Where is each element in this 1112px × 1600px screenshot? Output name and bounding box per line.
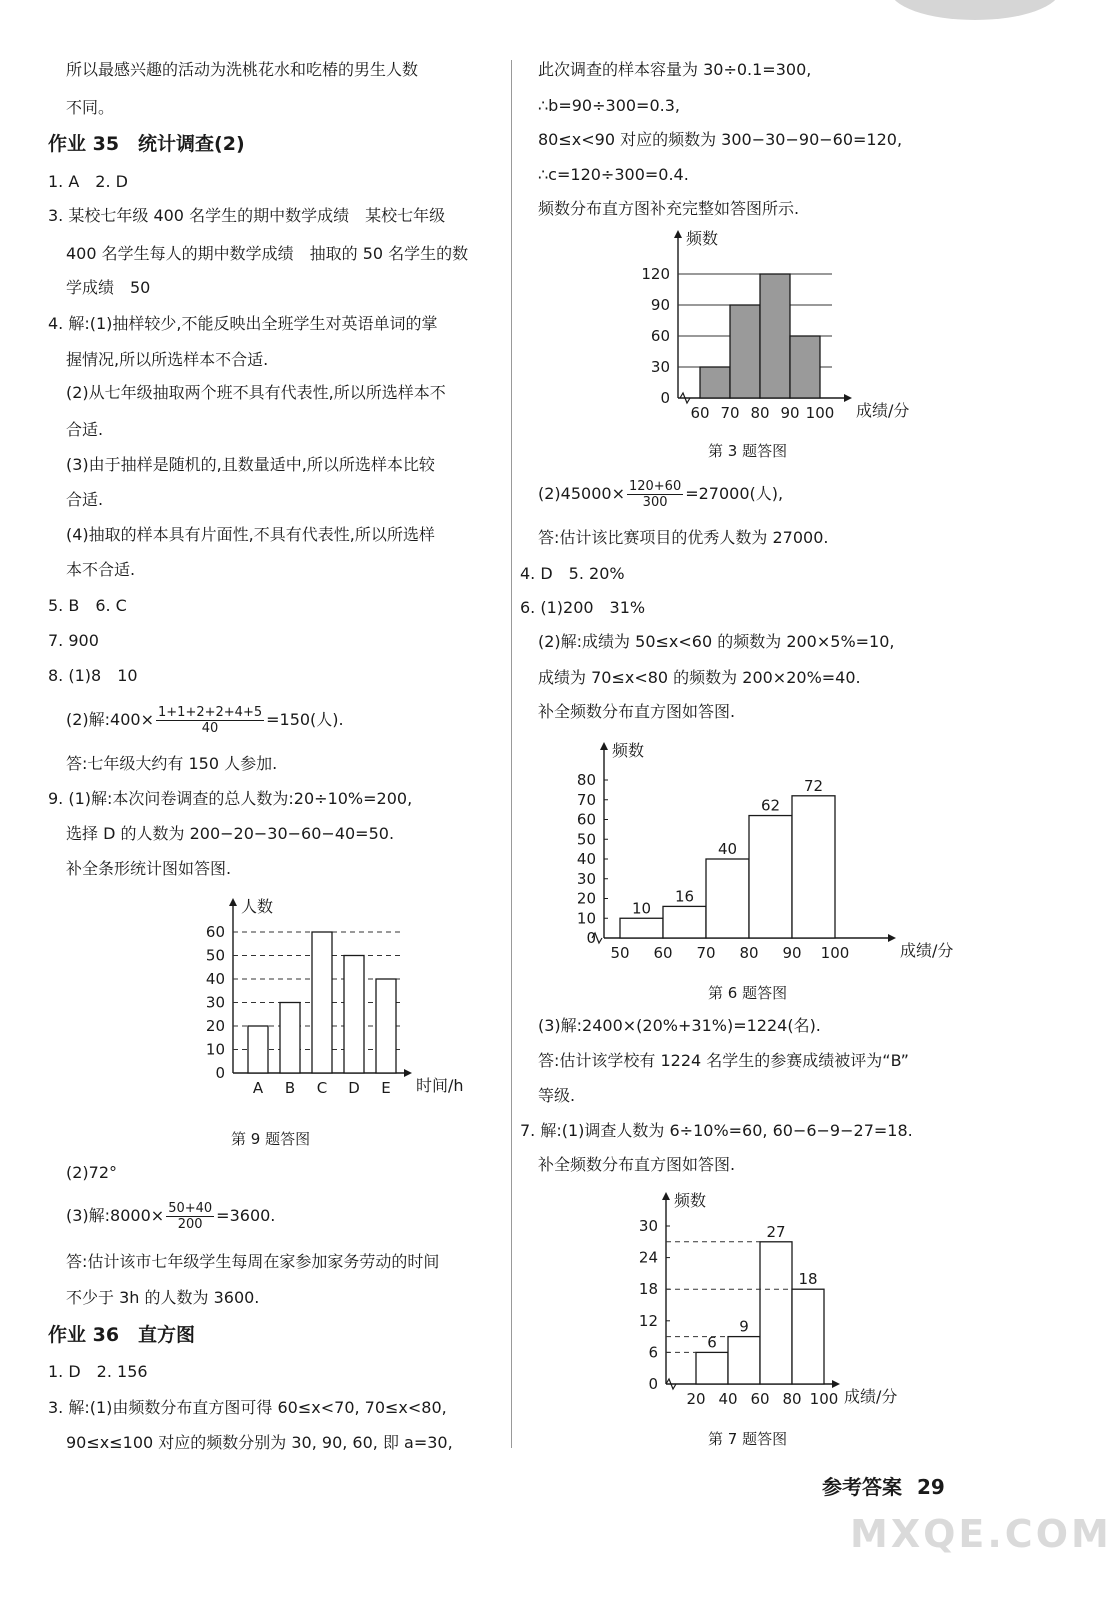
axis-arrow <box>662 1192 670 1200</box>
answer-line: 4. 解:(1)抽样较少,不能反映出全班学生对英语单词的掌 <box>48 314 438 333</box>
y-axis-title: 频数 <box>686 229 719 248</box>
text-line: 不同。 <box>66 98 115 117</box>
answer-line: 6. (1)200 31% <box>520 598 646 617</box>
y-tick-label: 24 <box>638 1248 658 1267</box>
y-tick-label: 40 <box>576 850 596 868</box>
y-tick-label: 90 <box>650 296 670 314</box>
y-tick-label: 80 <box>576 771 596 789</box>
answer-line: (2)72° <box>66 1163 118 1182</box>
fraction <box>627 479 683 510</box>
answer-line: 合适. <box>66 490 104 509</box>
answer-line: ∴c=120÷300=0.4. <box>538 165 689 184</box>
y-tick-label: 30 <box>205 993 225 1012</box>
figure-caption-9: 第 9 题答图 <box>231 1130 311 1148</box>
y-tick-label: 10 <box>205 1040 225 1059</box>
x-tick-label: 100 <box>809 1390 839 1408</box>
answer-line: 选择 D 的人数为 200−20−30−60−40=50. <box>66 824 395 843</box>
page-footer <box>822 1471 945 1500</box>
bar <box>760 1242 792 1384</box>
y-tick-label: 10 <box>576 909 596 928</box>
bar <box>792 1289 824 1384</box>
axis-arrow <box>600 742 608 750</box>
y-tick-label: 0 <box>215 1064 225 1082</box>
axis-arrow <box>229 898 237 906</box>
y-tick-label: 120 <box>641 265 670 283</box>
axis-arrow <box>832 1380 840 1388</box>
x-tick-label: 20 <box>686 1390 706 1408</box>
answer-line: 等级. <box>538 1086 576 1105</box>
fraction-denominator: 300 <box>642 495 668 510</box>
answer-line: 补全频数分布直方图如答图. <box>538 1155 736 1174</box>
answer-line-fraction <box>66 704 344 736</box>
chart-fig6 <box>540 730 1000 970</box>
bar-value-label: 9 <box>739 1317 749 1336</box>
x-axis-title: 成绩/分 <box>856 401 910 420</box>
bar-value-label: 72 <box>803 776 824 795</box>
x-tick-label: 80 <box>782 1390 802 1408</box>
answer-line: 7. 900 <box>48 631 99 650</box>
corner-decoration <box>890 0 1060 20</box>
axis-arrow <box>888 934 896 942</box>
expr-prefix: (2)45000× <box>538 484 625 503</box>
fraction <box>156 705 264 736</box>
x-axis-title: 成绩/分 <box>844 1387 898 1406</box>
y-tick-label: 20 <box>205 1017 225 1035</box>
answer-line-fraction <box>538 478 783 510</box>
x-tick-label: D <box>348 1079 360 1097</box>
figure-caption-3: 第 3 题答图 <box>708 442 788 460</box>
page-number: 29 <box>916 1475 945 1499</box>
bar-value-label: 62 <box>760 796 781 815</box>
expr-prefix: (3)解:8000× <box>66 1206 165 1225</box>
answer-line: 学成绩 50 <box>66 278 151 297</box>
section-heading-35: 作业 35 统计调查(2) <box>48 133 245 155</box>
section-heading-36: 作业 36 直方图 <box>48 1324 196 1346</box>
y-tick-label: 0 <box>660 389 670 407</box>
expr-suffix: =3600. <box>216 1206 276 1225</box>
answer-line: 4. D 5. 20% <box>520 564 625 583</box>
x-tick-label: 60 <box>653 944 673 962</box>
answer-line: 频数分布直方图补充完整如答图所示. <box>538 199 800 218</box>
answer-line: 补全条形统计图如答图. <box>66 859 232 878</box>
answer-line: 400 名学生每人的期中数学成绩 抽取的 50 名学生的数 <box>66 244 469 263</box>
answer-line-fraction <box>66 1200 275 1232</box>
answer-line: (3)由于抽样是随机的,且数量适中,所以所选样本比较 <box>66 455 435 474</box>
y-tick-label: 60 <box>205 923 225 941</box>
bar <box>700 367 730 398</box>
x-tick-label: 60 <box>690 404 710 422</box>
x-tick-label: E <box>381 1079 391 1097</box>
x-tick-label: 100 <box>805 404 835 422</box>
y-tick-label: 40 <box>205 970 225 988</box>
x-tick-label: A <box>252 1079 264 1097</box>
y-tick-label: 20 <box>576 889 596 908</box>
bar-value-label: 40 <box>717 840 738 858</box>
answer-line: 补全频数分布直方图如答图. <box>538 702 736 721</box>
y-tick-label: 60 <box>650 327 670 345</box>
x-tick-label: 70 <box>696 944 716 962</box>
text-line: 所以最感兴趣的活动为洗桃花水和吃椿的男生人数 <box>66 60 419 79</box>
answer-line: 5. B 6. C <box>48 596 127 615</box>
x-tick-label: 80 <box>750 404 770 422</box>
watermark: MXQE.COM <box>850 1512 1112 1556</box>
answer-line: 握情况,所以所选样本不合适. <box>66 350 269 369</box>
answer-line: 8. (1)8 10 <box>48 666 138 685</box>
answer-line: 答:七年级大约有 150 人参加. <box>66 754 278 773</box>
bar <box>344 956 364 1074</box>
bar <box>790 336 820 398</box>
y-tick-label: 6 <box>648 1343 658 1362</box>
bar-value-label: 10 <box>631 899 652 918</box>
x-axis-title: 成绩/分 <box>900 941 954 960</box>
y-tick-label: 60 <box>576 810 596 829</box>
expr-suffix: =27000(人), <box>685 484 784 503</box>
bar-value-label: 6 <box>707 1333 717 1352</box>
answer-line: (2)从七年级抽取两个班不具有代表性,所以所选样本不 <box>66 383 446 402</box>
answer-line: 3. 某校七年级 400 名学生的期中数学成绩 某校七年级 <box>48 206 446 225</box>
answer-line: 合适. <box>66 420 104 439</box>
fraction-numerator: 50+40 <box>168 1201 213 1216</box>
expr-suffix: =150(人). <box>266 710 344 729</box>
bar <box>706 859 749 938</box>
answer-line: ∴b=90÷300=0.3, <box>538 96 680 115</box>
chart-fig3 <box>610 226 940 426</box>
fraction-denominator: 200 <box>177 1217 203 1232</box>
y-axis-title: 频数 <box>674 1191 707 1210</box>
bar <box>280 1003 300 1074</box>
chart-fig7 <box>600 1184 930 1414</box>
fraction-numerator: 1+1+2+2+4+5 <box>158 705 263 720</box>
bar <box>730 305 760 398</box>
x-tick-label: B <box>284 1079 296 1097</box>
answer-line: 答:估计该学校有 1224 名学生的参赛成绩被评为“B” <box>538 1051 909 1070</box>
bar <box>620 918 663 938</box>
bar <box>749 816 792 938</box>
x-tick-label: 70 <box>720 404 740 422</box>
x-tick-label: 90 <box>782 944 802 962</box>
x-axis-title: 时间/h <box>416 1076 464 1095</box>
figure-caption-7: 第 7 题答图 <box>708 1430 788 1448</box>
axis-arrow <box>674 230 682 238</box>
y-tick-label: 12 <box>638 1311 658 1330</box>
bar <box>728 1337 760 1384</box>
answer-line: 不少于 3h 的人数为 3600. <box>66 1288 260 1307</box>
answer-line: 1. D 2. 156 <box>48 1362 148 1381</box>
answer-line: 成绩为 70≤x<80 的频数为 200×20%=40. <box>538 668 861 687</box>
y-tick-label: 30 <box>638 1217 658 1235</box>
figure-caption-6: 第 6 题答图 <box>708 984 788 1002</box>
x-tick-label: 80 <box>739 944 759 962</box>
x-tick-label: 100 <box>820 944 850 962</box>
answer-line: 此次调查的样本容量为 30÷0.1=300, <box>538 60 812 79</box>
fraction-denominator: 40 <box>201 721 219 736</box>
y-tick-label: 18 <box>638 1280 658 1299</box>
expr-prefix: (2)解:400× <box>66 710 155 729</box>
answer-line: 1. A 2. D <box>48 172 128 191</box>
bar <box>663 906 706 938</box>
column-divider <box>511 60 512 1448</box>
bar-value-label: 27 <box>766 1222 786 1241</box>
bar <box>792 796 835 938</box>
y-tick-label: 0 <box>648 1375 658 1393</box>
bar <box>696 1352 728 1384</box>
answer-line: 7. 解:(1)调查人数为 6÷10%=60, 60−6−9−27=18. <box>520 1121 913 1140</box>
axis-arrow <box>404 1069 412 1077</box>
x-tick-label: 60 <box>750 1390 770 1408</box>
y-axis-title: 人数 <box>241 897 274 916</box>
fraction-numerator: 120+60 <box>628 479 682 494</box>
y-tick-label: 50 <box>205 946 225 965</box>
y-tick-label: 30 <box>576 869 596 888</box>
axis-arrow <box>844 394 852 402</box>
answer-line: (4)抽取的样本具有片面性,不具有代表性,所以所选样 <box>66 525 435 544</box>
answer-line: (3)解:2400×(20%+31%)=1224(名). <box>538 1016 821 1035</box>
answer-line: 90≤x≤100 对应的频数分别为 30, 90, 60, 即 a=30, <box>66 1433 453 1452</box>
answer-line: 80≤x<90 对应的频数为 300−30−90−60=120, <box>538 130 903 149</box>
bar-value-label: 16 <box>674 887 695 906</box>
bar <box>376 979 396 1073</box>
y-tick-label: 70 <box>576 790 596 809</box>
bar <box>312 932 332 1073</box>
footer-label: 参考答案 <box>822 1475 902 1499</box>
x-tick-label: 40 <box>718 1390 738 1408</box>
y-tick-label: 50 <box>576 830 596 849</box>
bar-value-label: 18 <box>798 1270 818 1289</box>
answer-line: 本不合适. <box>66 560 136 579</box>
bar <box>248 1026 268 1073</box>
x-tick-label: 50 <box>610 944 630 962</box>
answer-line: 9. (1)解:本次问卷调查的总人数为:20÷10%=200, <box>48 789 413 808</box>
answer-line: 3. 解:(1)由频数分布直方图可得 60≤x<70, 70≤x<80, <box>48 1398 447 1417</box>
answer-line: (2)解:成绩为 50≤x<60 的频数为 200×5%=10, <box>538 632 895 651</box>
y-tick-label: 30 <box>650 358 670 376</box>
chart-fig9 <box>148 892 468 1102</box>
fraction <box>166 1201 214 1232</box>
x-tick-label: 90 <box>780 404 800 422</box>
y-axis-title: 频数 <box>612 741 645 760</box>
answer-line: 答:估计该比赛项目的优秀人数为 27000. <box>538 528 829 547</box>
x-tick-label: C <box>316 1079 328 1097</box>
y-tick-label: 0 <box>586 929 596 947</box>
answer-line: 答:估计该市七年级学生每周在家参加家务劳动的时间 <box>66 1252 440 1271</box>
bar <box>760 274 790 398</box>
